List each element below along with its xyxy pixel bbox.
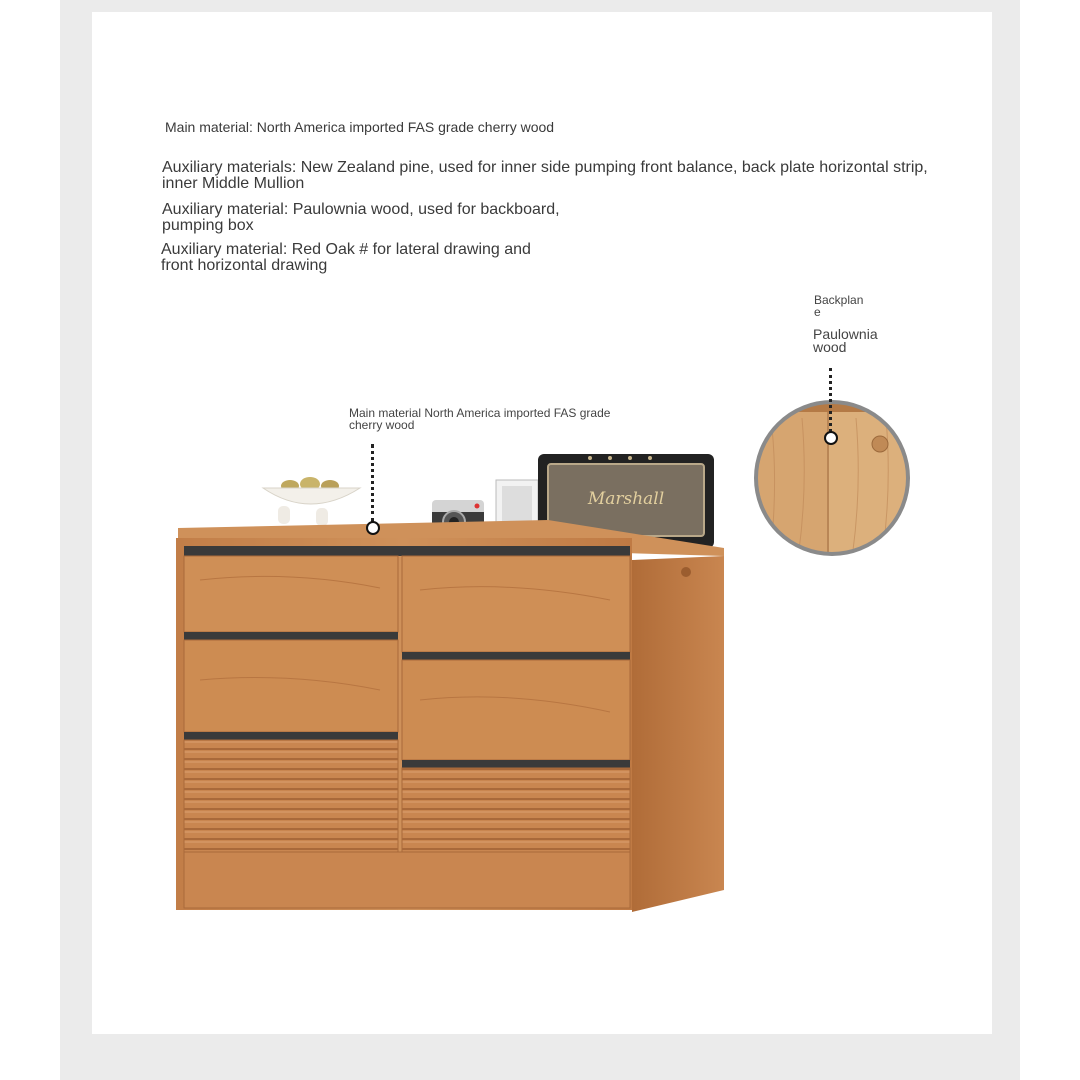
- dresser-side: [632, 556, 724, 912]
- top-surface-callout-marker: [366, 521, 380, 535]
- top-surface-callout: Main material North America imported FAS grade cherry wood: [349, 406, 611, 432]
- backplane-callout-line: [829, 368, 832, 432]
- speaker-brand: Marshall: [587, 489, 665, 509]
- dresser-illustration: [170, 450, 730, 920]
- backplane-detail: [752, 398, 912, 558]
- fruit-bowl: [263, 477, 360, 526]
- backplane-value: Paulownia wood: [813, 326, 878, 355]
- dresser-plinth: [184, 852, 630, 908]
- auxiliary-paulownia-text: Auxiliary material: Paulownia wood, used for backboard, pumping box: [162, 201, 560, 234]
- auxiliary-pine-text: Auxiliary materials: New Zealand pine, used for inner side pumping front balance, back plate horizontal strip, inner Middle Mullion: [162, 159, 928, 192]
- backplane-label: Backplane: [814, 293, 864, 319]
- backplane-callout-marker: [824, 431, 838, 445]
- main-material-text: Main material: North America imported FAS grade cherry wood: [165, 119, 555, 135]
- top-surface-callout-line: [371, 444, 374, 522]
- auxiliary-red-oak-text: Auxiliary material: Red Oak # for lateral drawing and front horizontal drawing: [161, 241, 531, 274]
